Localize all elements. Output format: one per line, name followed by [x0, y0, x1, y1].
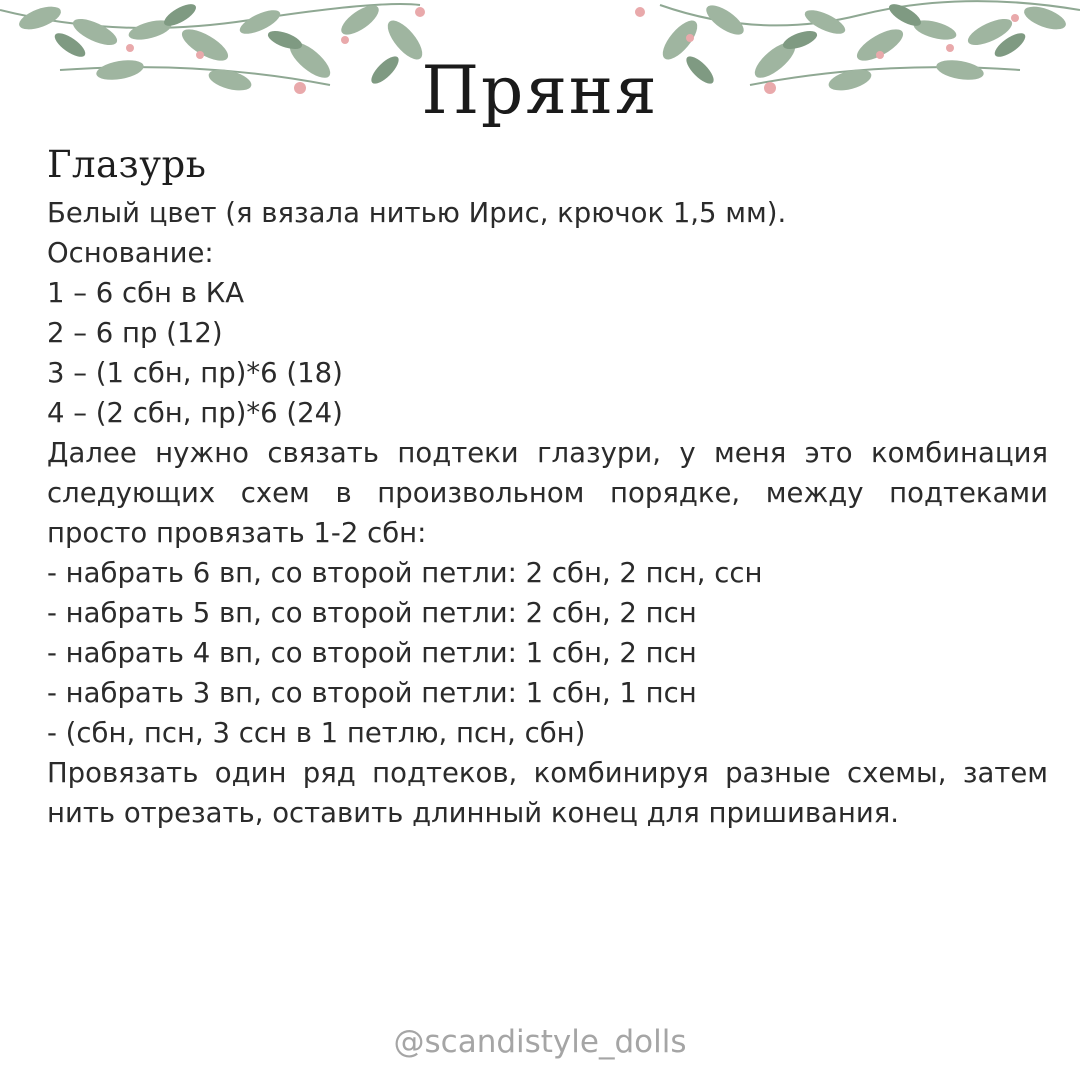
row-4: 4 – (2 сбн, пр)*6 (24) [47, 397, 343, 429]
row-3: 3 – (1 сбн, пр)*6 (18) [47, 357, 343, 389]
row-1: 1 – 6 сбн в КА [47, 277, 245, 309]
scheme-5: - (сбн, псн, 3 ссн в 1 петлю, псн, сбн) [47, 717, 586, 749]
yarn-info-line: Белый цвет (я вязала нитью Ирис, крючок 1,5 мм). [47, 197, 787, 229]
scheme-1: - набрать 6 вп, со второй петли: 2 сбн, 2 псн, ссн [47, 557, 763, 589]
base-label: Основание: [47, 237, 214, 269]
scheme-2: - набрать 5 вп, со второй петли: 2 сбн, 2 псн [47, 597, 697, 629]
section-heading: Глазурь [47, 143, 207, 186]
author-watermark: @scandistyle_dolls [393, 1024, 687, 1060]
page-title: Пряня [421, 52, 659, 129]
instructions-body [47, 193, 1048, 833]
scheme-3: - набрать 4 вп, со второй петли: 1 сбн, 2 псн [47, 637, 697, 669]
drips-paragraph: Далее нужно связать подтеки глазури, у меня это комбинация следующих схем в произвольном порядке, между подтеками просто провязать 1-2 сбн: [47, 437, 1048, 549]
finish-paragraph: Провязать один ряд подтеков, комбинируя разные схемы, затем нить отрезать, оставить длинный конец для пришивания. [47, 757, 1048, 829]
scheme-4: - набрать 3 вп, со второй петли: 1 сбн, 1 псн [47, 677, 697, 709]
row-2: 2 – 6 пр (12) [47, 317, 223, 349]
